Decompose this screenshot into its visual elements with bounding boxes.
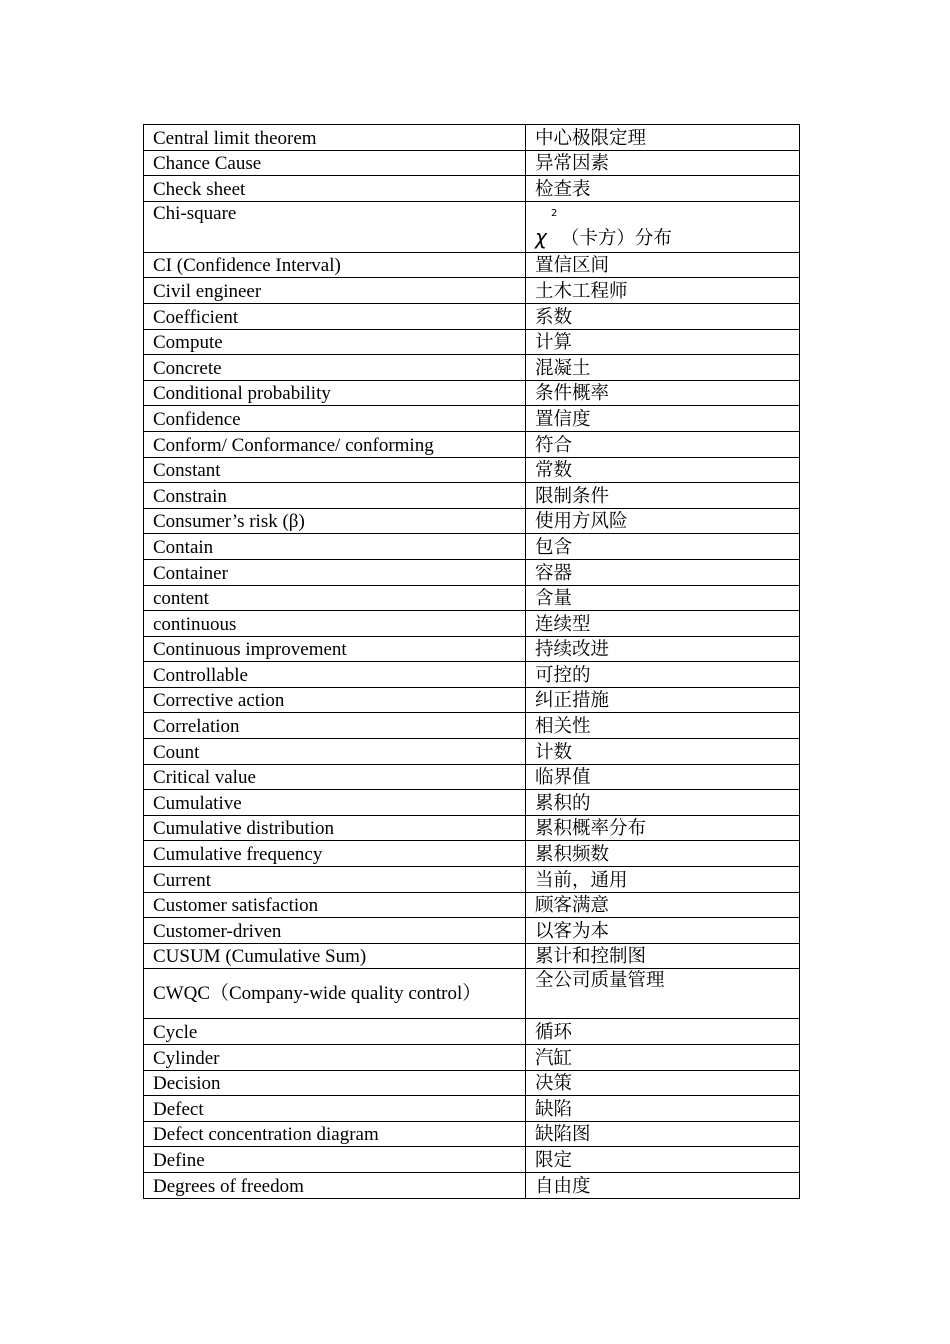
chi-superscript: 2 <box>551 207 558 219</box>
table-row <box>144 611 800 637</box>
table-row <box>144 1121 800 1147</box>
table-row <box>144 431 800 457</box>
term-chinese: 循环 <box>526 1019 800 1045</box>
term-chinese: 缺陷图 <box>526 1121 800 1147</box>
term-chinese: 限定 <box>526 1147 800 1173</box>
term-chinese: 累计和控制图 <box>526 943 800 969</box>
term-english: Customer-driven <box>144 918 526 944</box>
term-english: Conditional probability <box>144 380 526 406</box>
term-chinese: 可控的 <box>526 662 800 688</box>
table-row <box>144 176 800 202</box>
table-row <box>144 585 800 611</box>
term-chinese: 系数 <box>526 303 800 329</box>
term-chinese: 限制条件 <box>526 483 800 509</box>
term-chinese: 符合 <box>526 431 800 457</box>
term-chinese <box>526 201 800 252</box>
term-english: Container <box>144 559 526 585</box>
term-english: Degrees of freedom <box>144 1172 526 1198</box>
term-chinese: 决策 <box>526 1070 800 1096</box>
term-chinese: 持续改进 <box>526 636 800 662</box>
table-row <box>144 406 800 432</box>
term-chinese: 以客为本 <box>526 918 800 944</box>
term-chinese: 包含 <box>526 534 800 560</box>
chi-symbol <box>535 207 558 249</box>
table-row <box>144 1172 800 1198</box>
term-chinese: 顾客满意 <box>526 892 800 918</box>
term-english: Chance Cause <box>144 150 526 176</box>
term-english: content <box>144 585 526 611</box>
term-english: Defect concentration diagram <box>144 1121 526 1147</box>
glossary-table-body <box>144 125 800 1199</box>
term-chinese: 自由度 <box>526 1172 800 1198</box>
term-english: Current <box>144 867 526 893</box>
term-chinese: 置信度 <box>526 406 800 432</box>
table-row <box>144 867 800 893</box>
term-english: Civil engineer <box>144 278 526 304</box>
term-chinese: 使用方风险 <box>526 508 800 534</box>
table-row <box>144 713 800 739</box>
term-chinese: 全公司质量管理 <box>526 969 800 1019</box>
table-row <box>144 943 800 969</box>
term-english: Cylinder <box>144 1045 526 1071</box>
table-row <box>144 303 800 329</box>
term-english: Conform/ Conformance/ conforming <box>144 431 526 457</box>
term-english: Cycle <box>144 1019 526 1045</box>
term-chinese: 相关性 <box>526 713 800 739</box>
table-row <box>144 355 800 381</box>
table-row <box>144 1070 800 1096</box>
table-row <box>144 815 800 841</box>
table-row <box>144 508 800 534</box>
term-english: Correlation <box>144 713 526 739</box>
term-chinese: 置信区间 <box>526 252 800 278</box>
table-row <box>144 559 800 585</box>
term-chinese: 常数 <box>526 457 800 483</box>
term-chinese: 累积概率分布 <box>526 815 800 841</box>
table-row <box>144 150 800 176</box>
table-row <box>144 278 800 304</box>
table-row <box>144 1045 800 1071</box>
term-chinese: 土木工程师 <box>526 278 800 304</box>
term-english: CI (Confidence Interval) <box>144 252 526 278</box>
term-english: Consumer’s risk (β) <box>144 508 526 534</box>
term-chinese: 含量 <box>526 585 800 611</box>
term-english: continuous <box>144 611 526 637</box>
term-english: Confidence <box>144 406 526 432</box>
table-row <box>144 662 800 688</box>
term-chinese: 纠正措施 <box>526 687 800 713</box>
term-english: Continuous improvement <box>144 636 526 662</box>
table-row <box>144 329 800 355</box>
table-row <box>144 483 800 509</box>
term-chinese: 累积频数 <box>526 841 800 867</box>
table-row <box>144 892 800 918</box>
table-row <box>144 841 800 867</box>
term-english: Concrete <box>144 355 526 381</box>
table-row <box>144 687 800 713</box>
term-english: CWQC（Company-wide quality control） <box>144 969 526 1019</box>
term-chinese: 当前，通用 <box>526 867 800 893</box>
term-chinese: 计数 <box>526 739 800 765</box>
term-english: Contain <box>144 534 526 560</box>
term-chinese: 容器 <box>526 559 800 585</box>
term-english: Decision <box>144 1070 526 1096</box>
term-english: Defect <box>144 1096 526 1122</box>
term-english: Define <box>144 1147 526 1173</box>
term-english: Corrective action <box>144 687 526 713</box>
term-english: Compute <box>144 329 526 355</box>
table-row <box>144 636 800 662</box>
term-english: Coefficient <box>144 303 526 329</box>
table-row <box>144 1096 800 1122</box>
term-chinese: 检查表 <box>526 176 800 202</box>
term-english: Constrain <box>144 483 526 509</box>
table-row <box>144 739 800 765</box>
term-chinese: 连续型 <box>526 611 800 637</box>
term-english: CUSUM (Cumulative Sum) <box>144 943 526 969</box>
term-english: Cumulative <box>144 790 526 816</box>
term-chinese: 中心极限定理 <box>526 125 800 151</box>
table-row <box>144 125 800 151</box>
term-english: Customer satisfaction <box>144 892 526 918</box>
table-row <box>144 764 800 790</box>
table-row <box>144 918 800 944</box>
term-english: Constant <box>144 457 526 483</box>
term-english: Cumulative frequency <box>144 841 526 867</box>
term-chinese: 累积的 <box>526 790 800 816</box>
term-chinese: 临界值 <box>526 764 800 790</box>
term-chinese: 汽缸 <box>526 1045 800 1071</box>
table-row <box>144 534 800 560</box>
table-row <box>144 790 800 816</box>
chi-letter: χ <box>535 224 547 249</box>
table-row <box>144 969 800 1019</box>
term-chinese: 条件概率 <box>526 380 800 406</box>
term-english: Cumulative distribution <box>144 815 526 841</box>
term-chinese: 缺陷 <box>526 1096 800 1122</box>
table-row <box>144 457 800 483</box>
table-row <box>144 380 800 406</box>
term-english: Check sheet <box>144 176 526 202</box>
term-english: Count <box>144 739 526 765</box>
term-chinese: 混凝土 <box>526 355 800 381</box>
table-row <box>144 201 800 252</box>
glossary-table <box>143 124 800 1199</box>
table-row <box>144 252 800 278</box>
term-english: Central limit theorem <box>144 125 526 151</box>
table-row <box>144 1019 800 1045</box>
term-english: Critical value <box>144 764 526 790</box>
term-chinese: 计算 <box>526 329 800 355</box>
table-row <box>144 1147 800 1173</box>
term-english: Chi-square <box>144 201 526 252</box>
term-english: Controllable <box>144 662 526 688</box>
term-chinese: 异常因素 <box>526 150 800 176</box>
chi-square-text: （卡方）分布 <box>560 227 672 249</box>
